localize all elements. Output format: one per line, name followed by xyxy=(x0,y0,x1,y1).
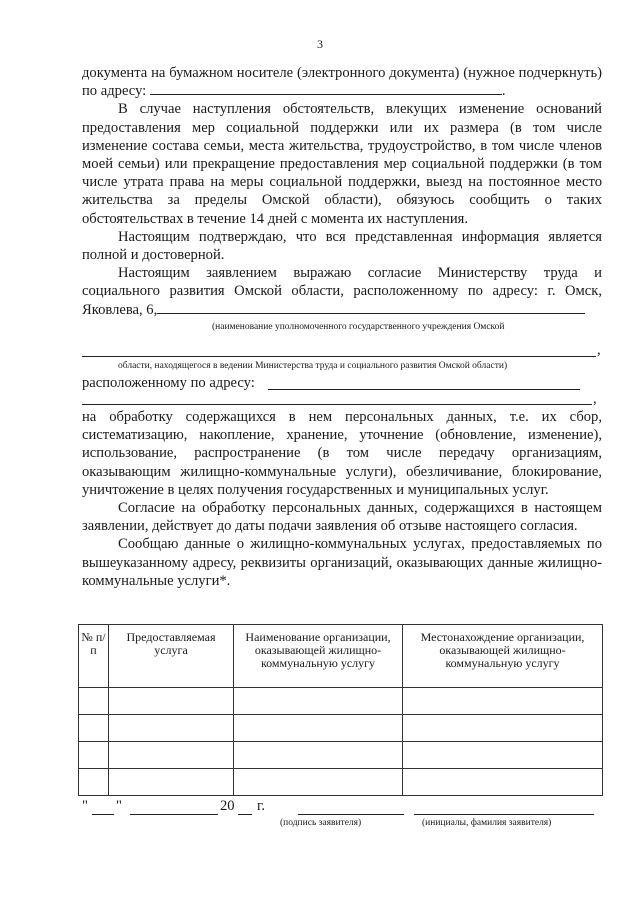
caption-signature: (подпись заявителя) xyxy=(280,818,362,828)
address-line-1 xyxy=(268,389,580,390)
address-underline xyxy=(150,82,502,95)
table-row xyxy=(79,688,603,715)
paragraph-consent-validity: Согласие на обработку персональных данных, содержащихся в настоящем заявлении, действует до даты подачи заявления об отзыве настоящего согласия. xyxy=(82,500,602,535)
header-service: Предоставляемая услуга xyxy=(109,625,234,688)
date-year-suffix: г. xyxy=(257,798,265,814)
header-org-name: Наименование организации, оказывающей жилищно-коммунальную услугу xyxy=(234,625,403,688)
table-row xyxy=(79,715,603,742)
header-org-location: Местонахождение организации, оказывающей жилищно-коммунальную услугу xyxy=(403,625,603,688)
paragraph-block-top xyxy=(82,64,602,319)
document-page: 3 документа на бумажном носителе (электронного документа) (нужное подчеркнуть) по адресу: . В случае наступления обстоятельств, влекущих изменение оснований предоставления мер социальной поддержки или их размера (в том числе изменение состава семьи, места жительства, трудоустройство, в том числе членов моей семьи) или прекращение предоставления мер социальной поддержки (в том числе утрата права на меры социальной поддержки, выезд на постоянное место жительства за пределы Омской области), обязуюсь сообщить о таких обстоятельствах в течение 14 дней с момента их наступления. Настоящим подтверждаю, что вся представленная информация является полной и достоверной. Настоящим заявлением выражаю согласие Министерству труда и социального развития Омской области, расположенному по адресу: г. Омск, Яковлева, 6, (наименование уполномоченного государственного учреждения Омской , области, находящегося в ведении Министерства труда и социального развития Омской области) расположенному по адресу: , на обработку содержащихся в нем персональных данных, т.е. их сбор, систематизацию, накопление, хранение, уточнение (обновление, изменение), использование, распространение (в том числе передачу организациям, оказывающим жилищно-коммунальные услуги), обезличивание, блокирование, уничтожение в целях получения государственных и муниципальных услуг. Согласие на обработку персональных данных, содержащихся в настоящем заявлении, действует до даты подачи заявления об отзыве настоящего согласия. Сообщаю данные о жилищно-коммунальных услугах, предоставляемых по вышеуказанному адресу, реквизиты организаций, оказывающих данные жилищно-коммунальные услуги*. № п/п Предоставляемая услуга Наименование организации, оказывающей жилищно-коммунальную услугу Местонахождение организации, оказывающей жилищно-коммунальную услугу " " 20 г. (подпись заявителя) (инициалы, фамилия заявителя) xyxy=(0,0,640,905)
paragraph-block-consent xyxy=(82,408,602,590)
paragraph-document-address: документа на бумажном носителе (электронного документа) (нужное подчеркнуть) по адресу: . xyxy=(82,65,602,100)
date-day-line[interactable] xyxy=(92,814,114,815)
paragraph-circumstances: В случае наступления обстоятельств, влекущих изменение оснований предоставления мер социальной поддержки или их размера (в том числе изменение состава семьи, места жительства, трудоустройство, в том числе членов моей семьи) или прекращение предоставления мер социальной поддержки (в том числе утрата права на меры социальной поддержки, выезд на постоянное место жительства за пределы Омской области), обязуюсь сообщить о таких обстоятельствах в течение 14 дней с момента их наступления. xyxy=(82,101,602,227)
table-row xyxy=(79,742,603,769)
paragraph-services-info: Сообщаю данные о жилищно-коммунальных услугах, предоставляемых по вышеуказанному адресу, реквизиты организаций, оказывающих данные жилищно-коммунальные услуги*. xyxy=(82,536,602,589)
page-number: 3 xyxy=(317,37,323,51)
signature-line[interactable] xyxy=(298,814,404,815)
date-year-prefix: 20 xyxy=(220,798,235,814)
address-line-2 xyxy=(82,404,592,405)
address-label: расположенному по адресу: xyxy=(82,375,255,391)
paragraph-confirmation: Настоящим подтверждаю, что вся представленная информация является полной и достоверной. xyxy=(82,228,602,264)
organization-line-2 xyxy=(82,356,596,357)
date-month-line[interactable] xyxy=(130,814,218,815)
date-year-line[interactable] xyxy=(238,814,252,815)
date-quote-close: " xyxy=(116,798,122,814)
services-table xyxy=(78,624,603,796)
organization-underline xyxy=(157,301,585,314)
table-row xyxy=(79,769,603,796)
caption-organization-name: (наименование уполномоченного государственного учреждения Омской xyxy=(212,322,505,332)
paragraph-processing: на обработку содержащихся в нем персональных данных, т.е. их сбор, систематизацию, накопление, хранение, уточнение (обновление, изменение), использование, распространение (в том числе передачу организациям, оказывающим жилищно-коммунальные услуги), обезличивание, блокирование, уничтожение в целях получения государственных и муниципальных услуг. xyxy=(82,409,602,498)
caption-organization-ministry: области, находящегося в ведении Министерства труда и социального развития Омской области) xyxy=(118,361,508,371)
caption-name: (инициалы, фамилия заявителя) xyxy=(422,818,552,828)
name-line[interactable] xyxy=(414,814,594,815)
date-quote-open: " xyxy=(82,798,88,814)
table-header-row xyxy=(79,625,603,688)
header-num: № п/п xyxy=(79,625,109,688)
paragraph-consent: Настоящим заявлением выражаю согласие Министерству труда и социального развития Омской области, расположенному по адресу: г. Омск, Яковлева, 6, xyxy=(82,265,602,318)
